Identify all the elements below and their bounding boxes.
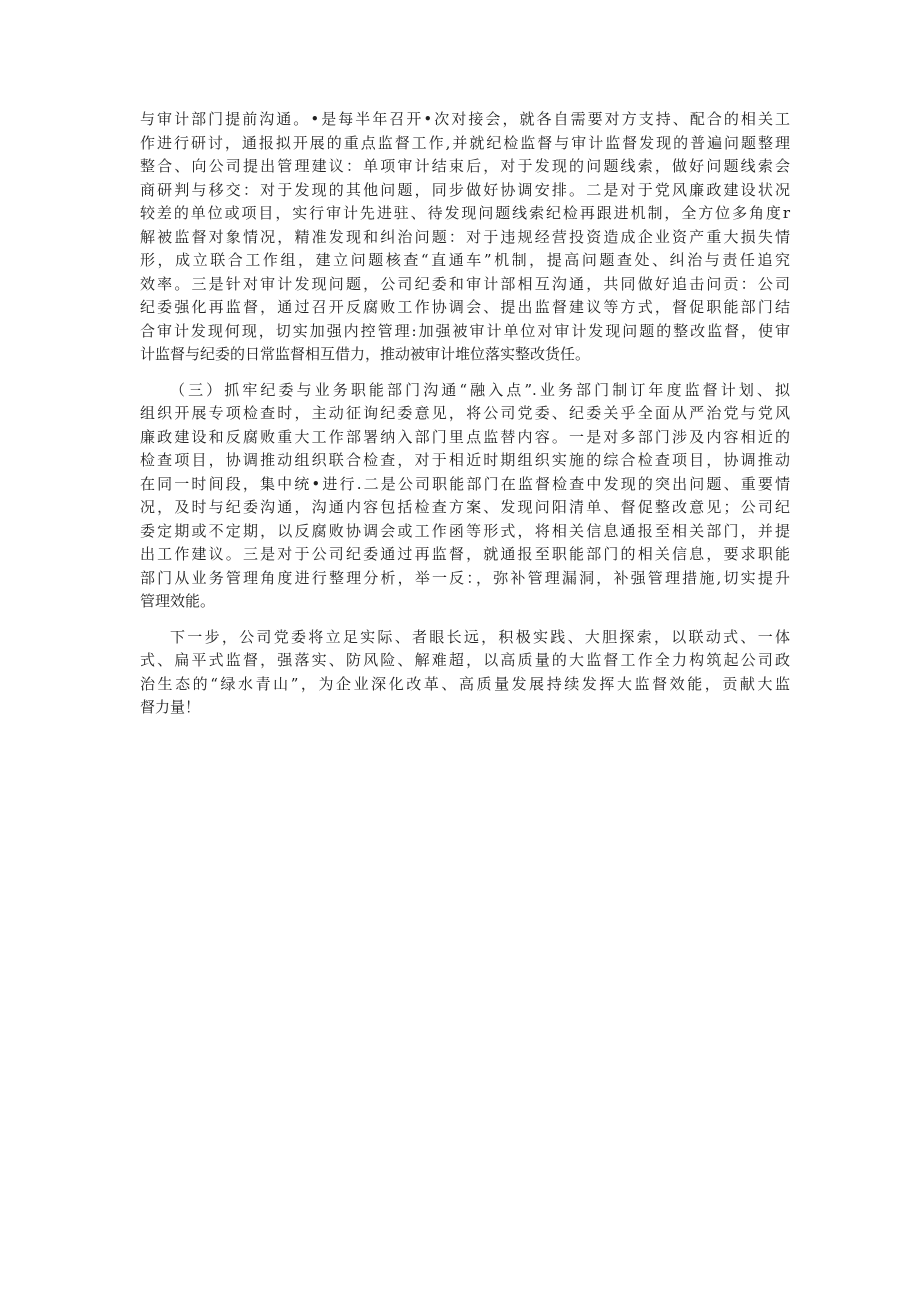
text-line: 况，及时与纪委沟通，沟通内容包括检查方案、发现问阳清单、督促整改意见；公司纪 <box>140 498 790 516</box>
text-line: 形，成立联合工作组，建立问题核查“直通车”机制，提高问题查处、纠治与责任追究 <box>140 251 790 269</box>
text-line: 效率。三是针对审计发现问题，公司纪委和审计部相互沟通，共同做好追击问贡：公司 <box>140 274 790 293</box>
text-line: 下一步，公司党委将立足实际、者眼长远，积极实践、大胆探索，以联动式、一体 <box>170 627 790 646</box>
text-line: 作进行研讨，通报拟开展的重点监督工作,并就纪检监督与审计监督发现的普遍问题整理 <box>140 133 790 152</box>
text-line: 商研判与移交：对于发现的其他问题，同步做好协调安排。二是对于党风廉政建设状况 <box>140 180 790 199</box>
text-line: 式、扁平式监督，强落实、防风险、解难超，以高质量的大监督工作全力构筑起公司政 <box>140 651 790 669</box>
paragraph-next-steps <box>140 626 790 720</box>
text-line: 与审计部门提前沟通。•是每半年召开•次对接会，就各自需要对方支持、配合的相关工 <box>140 110 790 128</box>
text-line: 计监督与纪委的日常监督相互借力，推动被审计堆位落实整改货任。 <box>140 345 591 363</box>
text-line: 治生态的“绿水青山”，为企业深化改革、高质量发展持续发挥大监督效能，贡献大监 <box>140 674 790 693</box>
text-line: 检查项目，协调推动组织联合检查，对于相近时期组织实施的综合检查项目，协调推动 <box>140 451 790 469</box>
text-line: 整合、向公司提出管理建议：单项审计结束后，对于发现的问题线索，做好问题线索会 <box>140 157 790 175</box>
text-line: 解被监督对象情况，精准发现和纠治问题：对于违规经营投资造成企业资产重大损失情 <box>140 227 790 246</box>
text-line: 组织开展专项检查时，主动征询纪委意见，将公司党委、纪委关乎全面从严治党与党风 <box>140 404 790 422</box>
paragraph-business-departments <box>140 379 790 614</box>
paragraph-audit-communication <box>140 108 790 367</box>
text-line: 较差的单位或项目，实行审计先进驻、待发现问题线索纪检再跟进机制，全方位多角度r <box>140 204 790 222</box>
text-line: 出工作建议。三是对于公司纪委通过再监督，就通报至职能部门的相关信息，要求职能 <box>140 545 790 563</box>
document-body <box>140 108 790 732</box>
text-line: 廉政建设和反腐败重大工作部署纳入部门里点监替内容。一是对多部门涉及内容相近的 <box>140 427 790 446</box>
text-line: （三）抓牢纪委与业务职能部门沟通“融入点”.业务部门制订年度监督计划、拟 <box>170 380 790 399</box>
text-line: 部门从业务管理角度进行整理分析，举一反：，弥补管理漏洞，补强管理措施,切实提升 <box>140 568 790 587</box>
text-line: 在同一时间段，集中统•进行.二是公司职能部门在监督检查中发现的突出问题、重要情 <box>140 474 790 493</box>
text-line: 纪委强化再监督，通过召开反腐败工作协调会、提出监督建议等方式，督促职能部门结 <box>140 298 790 316</box>
text-line: 管理效能。 <box>140 592 216 610</box>
text-line: 委定期或不定期，以反腐败协调会或工作函等形式，将相关信息通报至相关部门，并提 <box>140 521 790 540</box>
text-line: 督力量！ <box>140 698 201 716</box>
text-line: 合审计发现何现，切实加强内控管理:加强被审计单位对审计发现问题的整改监督，使审 <box>140 321 790 340</box>
